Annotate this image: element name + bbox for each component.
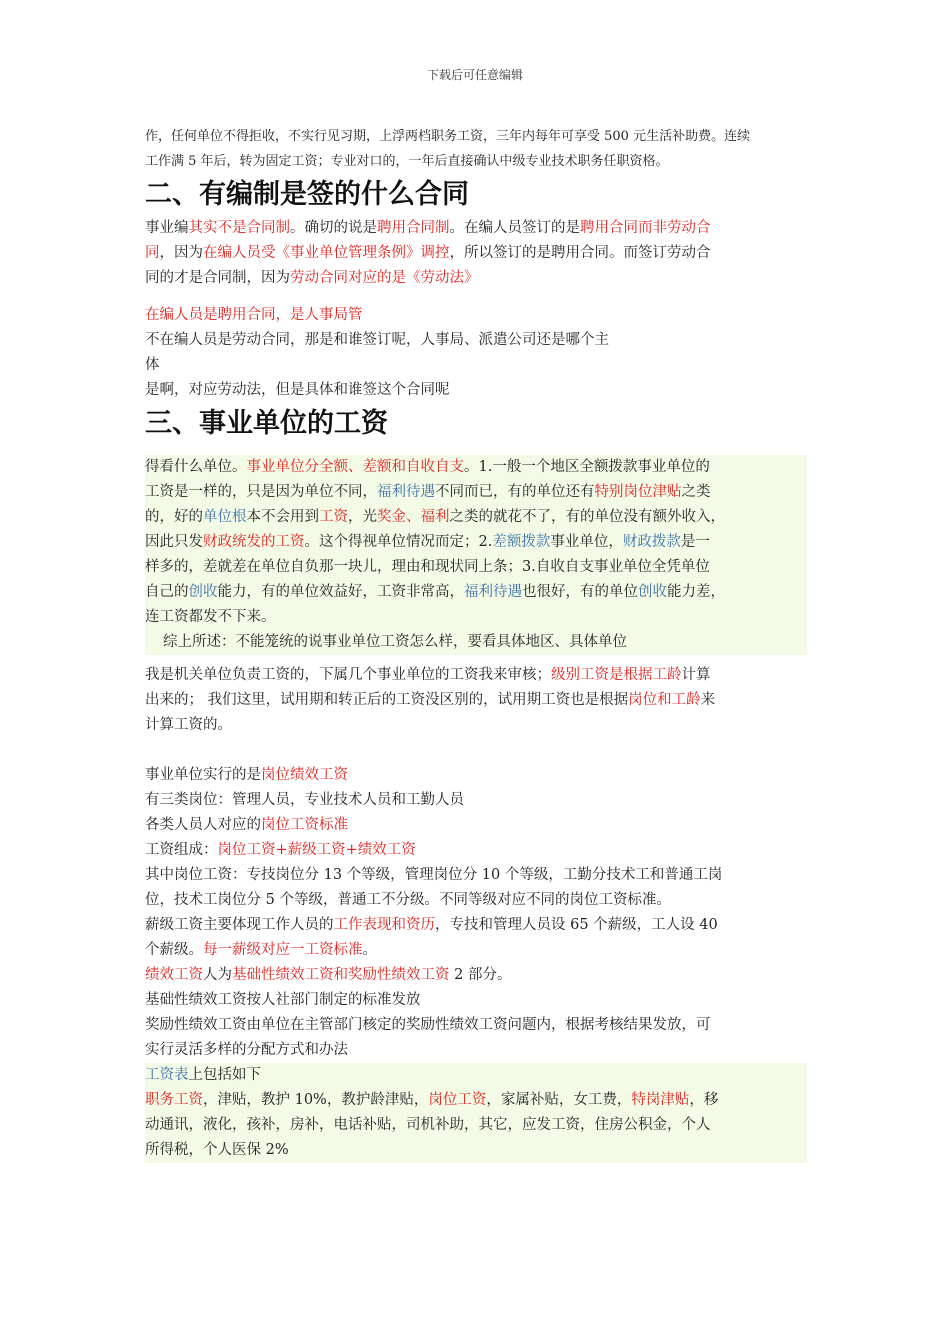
highlight-red-text: 奖金、福利 [377,509,450,525]
text-line [145,663,807,688]
text-run: ，移 [689,1092,719,1108]
highlight-red-text: 工资 [319,509,348,525]
text-run: 是一 [680,534,710,550]
link-blue-text[interactable]: 创收 [188,584,218,600]
text-line [145,303,807,328]
text-run: 样多的，差就差在单位自负那一块儿，理由和现状同上条；3.自收自支事业单位全凭单位 [145,559,710,575]
link-blue-text[interactable]: 工资表 [145,1067,189,1083]
text-line [145,378,807,403]
highlight-red-text: 在编人员是聘用合同，是人事局管 [145,307,363,323]
text-run: 的，好的 [145,509,203,525]
text-line [145,505,807,530]
text-run: 同的才是合同制，因为 [145,270,290,286]
highlight-red-text: 聘用合同制 [377,220,450,236]
highlight-red-text: 绩效工资 [145,967,203,983]
highlight-red-text: 岗位绩效工资 [261,767,348,783]
highlight-red-text: 特岗津贴 [631,1092,690,1108]
highlight-red-text: 特别岗位津贴 [594,484,682,500]
link-blue-text[interactable]: 财政拨款 [622,534,681,550]
text-run: 。这个得视单位情况而定；2. [304,534,493,550]
text-run: 之类的就花不了，有的单位没有额外收入， [449,509,725,525]
text-run: ，津贴，教护 10%，教护龄津贴， [203,1092,429,1108]
text-line [145,788,807,813]
text-line [145,580,807,605]
highlight-red-text: 其实不是合同制 [188,220,290,236]
text-run: 得看什么单位。 [145,459,247,475]
text-line [145,455,807,480]
highlight-red-text: 聘用合同而非劳动合 [580,220,711,236]
document-content [145,124,807,1163]
text-line [145,555,807,580]
salary-sheet-block [145,1063,807,1163]
text-run: 实行灵活多样的分配方式和办法 [145,1042,348,1058]
highlight-red-text: 职务工资 [145,1092,203,1108]
text-run: 不在编人员是劳动合同，那是和谁签订呢，人事局、派遣公司还是哪个主 [145,332,609,348]
text-line [145,1088,807,1113]
text-run: 综上所述：不能笼统的说事业单位工资怎么样，要看具体地区、具体单位 [163,634,627,650]
text-line [145,888,807,913]
link-blue-text[interactable]: 差额拨款 [492,534,551,550]
text-line [145,713,807,738]
text-run: ，因为 [159,245,203,261]
text-run: 位，技术工岗位分 5 个等级，普通工不分级。不同等级对应不同的岗位工资标准。 [145,892,671,908]
text-line [145,913,807,938]
text-line [145,938,807,963]
text-run: 作，任何单位不得拒收，不实行见习期，上浮两档职务工资，三年内每年可享受 500 元生活补助费。连续 [145,129,751,144]
text-run: 是啊，对应劳动法，但是具体和谁签这个合同呢 [145,382,450,398]
text-run: 。 [362,942,377,958]
text-run: 本不会用到 [246,509,319,525]
section-3-highlight-block [145,455,807,655]
link-blue-text[interactable]: 福利待遇 [464,584,522,600]
highlight-red-text: 岗位工资+薪级工资+绩效工资 [217,842,416,858]
text-run: 薪级工资主要体现工作人员的 [145,917,334,933]
section-2-qa [145,303,807,403]
text-line [145,328,807,353]
text-run: 。确切的说是 [290,220,377,236]
text-run: 来 [700,692,716,708]
link-blue-text[interactable]: 福利待遇 [377,484,435,500]
intro-paragraph [145,124,807,174]
text-run: 工资是一样的，只是因为单位不同， [145,484,377,500]
text-run: 动通讯，液化，孩补，房补，电话补贴，司机补助，其它，应发工资，住房公积金，个人 [145,1117,711,1133]
text-line [145,988,807,1013]
text-run: 其中岗位工资：专技岗位分 13 个等级，管理岗位分 10 个等级，工勤分技术工和普通工岗 [145,867,723,883]
text-run: ，所以签订的是聘用合同。而签订劳动合 [449,245,711,261]
text-line [145,216,807,241]
text-line [145,241,807,266]
text-run: ，光 [348,509,377,525]
text-line [145,838,807,863]
text-run: 工作满 5 年后，转为固定工资；专业对口的，一年后直接确认中级专业技术职务任职资格。 [145,154,669,169]
section-3-review-paragraph [145,663,807,738]
text-run: 上包括如下 [188,1067,261,1083]
highlight-red-text: 每一薪级对应一工资标准 [203,942,363,958]
text-run: ，专技和管理人员设 65 个薪级，工人设 40 [435,917,718,933]
text-run: 之类 [681,484,711,500]
text-line [145,763,807,788]
highlight-red-text: 岗位工资标准 [261,817,348,833]
text-run: 事业单位实行的是 [145,767,261,783]
text-line [145,353,807,378]
text-line [145,630,807,655]
highlight-red-text: 工作表现和资历 [333,917,435,933]
highlight-red-text: 事业单位分全额、差额和自收自支 [246,459,464,475]
section-3-detail-paragraph [145,763,807,1063]
text-run: 奖励性绩效工资由单位在主管部门核定的奖励性绩效工资问题内，根据考核结果发放，可 [145,1017,711,1033]
text-run: 。在编人员签订的是 [449,220,580,236]
highlight-red-text: 岗位工资 [428,1092,487,1108]
highlight-red-text: 岗位和工龄 [628,692,701,708]
text-run: 。1.一般一个地区全额拨款事业单位的 [464,459,710,475]
highlight-red-text: 在编人员受《事业单位管理条例》调控 [203,245,450,261]
text-run: 体 [145,357,160,373]
text-run: 连工资都发不下来。 [145,609,276,625]
section-2-heading: 二、有编制是签的什么合同 [145,179,469,210]
text-line [145,530,807,555]
text-run: 我是机关单位负责工资的，下属几个事业单位的工资我来审核； [145,667,551,683]
highlight-red-text: 级别工资是根据工龄 [551,667,682,683]
text-run: ，家属补贴，女工费， [486,1092,632,1108]
text-run: 工资组成： [145,842,218,858]
text-run: 个薪级。 [145,942,203,958]
text-line [145,605,807,630]
highlight-red-text: 基础性绩效工资和奖励性绩效工资 [232,967,450,983]
text-run: 计算工资的。 [145,717,232,733]
text-line [145,1013,807,1038]
text-run: 不同而已，有的单位还有 [435,484,595,500]
text-run: 所得税，个人医保 2% [145,1142,289,1158]
text-line [145,1113,807,1138]
text-run: 计算 [681,667,711,683]
text-run: 因此只发 [145,534,203,550]
text-line [145,963,807,988]
text-line [145,1138,807,1163]
text-run: 基础性绩效工资按人社部门制定的标准发放 [145,992,421,1008]
text-line [145,863,807,888]
text-line [145,124,807,149]
text-run: 人为 [203,967,232,983]
text-line [145,813,807,838]
text-run: 能力差， [667,584,725,600]
text-run: 各类人员人对应的 [145,817,261,833]
section-2-paragraph [145,216,807,291]
text-line [145,1063,807,1088]
highlight-red-text: 同 [145,245,160,261]
highlight-red-text: 劳动合同对应的是《劳动法》 [290,270,479,286]
text-run: 有三类岗位：管理人员，专业技术人员和工勤人员 [145,792,464,808]
highlight-red-text: 财政统发的工资 [203,534,305,550]
text-line [145,266,807,291]
text-line [145,1038,807,1063]
text-line [145,688,807,713]
text-run: 事业单位， [550,534,623,550]
text-line [145,480,807,505]
text-run: 能力，有的单位效益好，工资非常高， [217,584,464,600]
text-run: 自己的 [145,584,189,600]
section-3-heading: 三、事业单位的工资 [145,408,388,439]
text-run: 2 部分。 [449,967,512,983]
link-blue-text[interactable]: 单位根 [203,509,247,525]
link-blue-text[interactable]: 创收 [638,584,667,600]
page-header: 下载后可任意编辑 [426,68,523,82]
text-run: 也很好，有的单位 [522,584,638,600]
text-line [145,149,807,174]
text-run: 事业编 [145,220,189,236]
text-run: 出来的； 我们这里，试用期和转正后的工资没区别的，试用期工资也是根据 [145,692,629,708]
